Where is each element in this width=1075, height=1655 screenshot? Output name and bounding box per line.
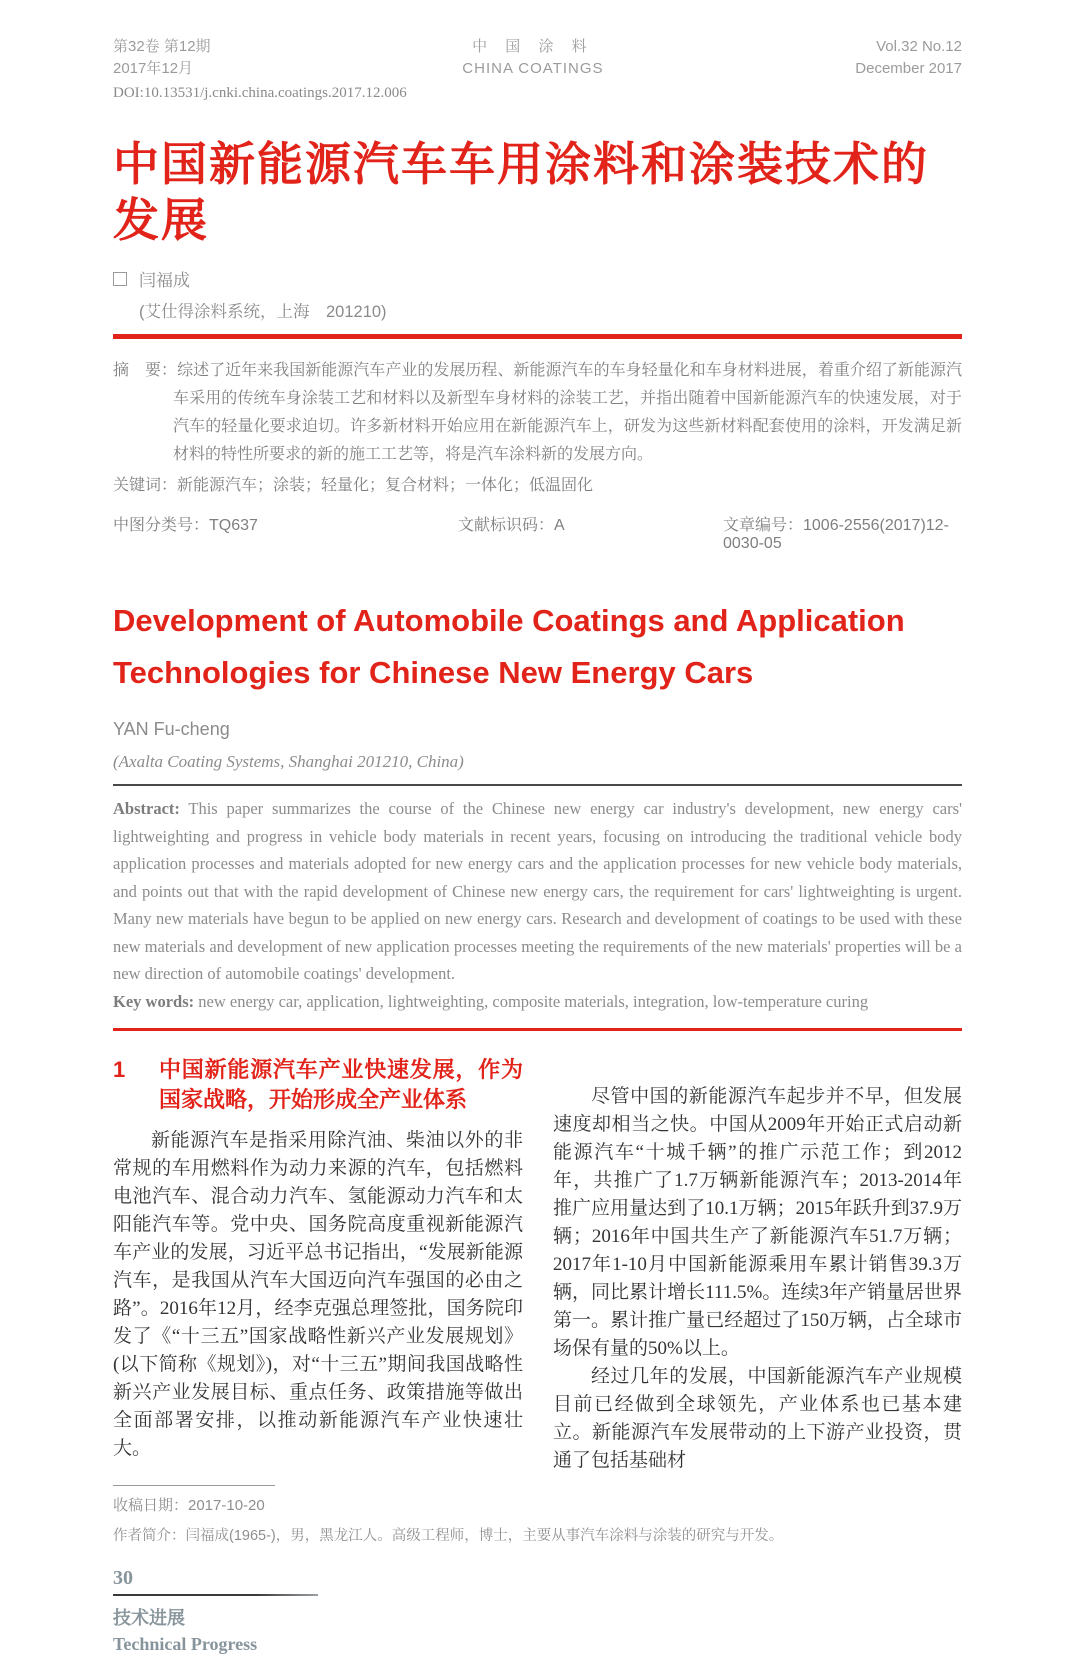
keywords-en-label: Key words:	[113, 991, 195, 1011]
abstract-en	[113, 795, 962, 988]
page-footer	[113, 1567, 962, 1655]
abstract-en-text: This paper summarizes the course of the Chinese new energy car industry's development, new energy cars' lightweighting and progress in vehicle body materials in recent years, focusing on introducing the traditional vehicle body application processes and materials adopted for new energy cars and the application processes for new vehicle body materials, and points out that with the rapid development of Chinese new energy cars, the requirement for cars' lightweighting is urgent. Many new materials have begun to be applied on new energy cars. Research and development of coatings to be used with these new materials and development of new application processes meeting the requirements of the new materials' properties will be a new direction of automobile coatings' development.	[113, 799, 962, 984]
keywords-en	[113, 988, 962, 1016]
keywords-cn-label: 关键词：	[113, 477, 178, 495]
abstract-en-label: Abstract:	[113, 799, 180, 819]
journal-header-center	[462, 36, 603, 80]
dark-divider	[113, 784, 962, 786]
journal-header-left	[113, 36, 211, 80]
author-name-cn: 闫福成	[139, 271, 190, 291]
section-1-heading	[113, 1055, 523, 1115]
abstract-cn	[113, 357, 962, 469]
author-square-icon	[113, 272, 127, 286]
keywords-en-text: new energy car, application, lightweighting, composite materials, integration, low-temperature curing	[194, 991, 869, 1011]
date-cn: 2017年12月	[113, 60, 194, 77]
journal-name-en: CHINA COATINGS	[462, 60, 604, 77]
right-column	[553, 1055, 962, 1475]
red-divider-thin	[113, 1028, 962, 1031]
journal-name-cn: 中 国 涂 料	[472, 38, 594, 55]
date-en: December 2017	[855, 60, 962, 77]
author-row	[113, 266, 962, 291]
clc-number: 中图分类号：TQ637	[113, 517, 258, 535]
classification-row	[113, 512, 962, 553]
keywords-cn-text: 新能源汽车；涂装；轻量化；复合材料；一体化；低温固化	[177, 477, 594, 495]
footnote-divider	[113, 1485, 275, 1486]
section-1-title: 中国新能源汽车产业快速发展，作为国家战略，开始形成全产业体系	[159, 1057, 523, 1113]
author-name-en: YAN Fu-cheng	[113, 719, 230, 740]
article-id: 文章编号：1006-2556(2017)12-0030-05	[723, 517, 949, 553]
article-title-en: Development of Automobile Coatings and Application Technologies for Chinese New Energy Cars	[113, 603, 905, 691]
right-paragraph-2: 经过几年的发展，中国新能源汽车产业规模目前已经做到全球领先，产业体系也已基本建立。新能源汽车发展带动的上下游产业投资，贯通了包括基础材	[553, 1366, 962, 1472]
left-paragraph-1: 新能源汽车是指采用除汽油、柴油以外的非常规的车用燃料作为动力来源的汽车，包括燃料电池汽车、混合动力汽车、氢能源动力汽车和太阳能汽车等。党中央、国务院高度重视新能源汽车产业的发展，习近平总书记指出，“发展新能源汽车，是我国从汽车大国迈向汽车强国的必由之路”。2016年12月，经李克强总理签批，国务院印发了《“十三五”国家战略性新兴产业发展规划》(以下简称《规划》)，对“十三五”期间我国战略性新兴产业发展目标、重点任务、政策措施等做出全面部署安排，以推动新能源汽车产业快速壮大。	[113, 1130, 523, 1460]
abstract-cn-label: 摘 要：	[113, 362, 178, 380]
volume-issue-en: Vol.32 No.12	[876, 38, 962, 55]
keywords-cn	[113, 472, 962, 500]
affiliation-en: (Axalta Coating Systems, Shanghai 201210, China)	[113, 752, 464, 772]
volume-issue-cn: 第32卷 第12期	[113, 38, 211, 55]
abstract-cn-text: 综述了近年来我国新能源汽车产业的发展历程、新能源汽车的车身轻量化和车身材料进展，着重介绍了新能源汽车采用的传统车身涂装工艺和材料以及新型车身材料的涂装工艺，并指出随着中国新能源汽车的快速发展，对于汽车的轻量化要求迫切。许多新材料开始应用在新能源汽车上，研发为这些新材料配套使用的涂料，开发满足新材料的特性所要求的新的施工工艺等，将是汽车涂料新的发展方向。	[173, 362, 962, 464]
right-paragraph-1: 尽管中国的新能源汽车起步并不早，但发展速度却相当之快。中国从2009年开始正式启动新能源汽车“十城千辆”的推广示范工作；到2012年，共推广了1.7万辆新能源汽车；2013-2014年推广应用量达到了10.1万辆；2015年跃升到37.9万辆；2016年中国共生产了新能源汽车51.7万辆；2017年1-10月中国新能源乘用车累计销售39.3万辆，同比累计增长111.5%。连续3年产销量居世界第一。累计推广量已经超过了150万辆，占全球市场保有量的50%以上。	[553, 1086, 962, 1360]
received-date: 收稿日期：2017-10-20	[113, 1497, 265, 1515]
affiliation-cn: (艾仕得涂料系统，上海 201210)	[139, 303, 387, 322]
journal-header	[113, 36, 962, 80]
footnote	[113, 1485, 962, 1545]
left-column	[113, 1055, 523, 1475]
column-title-cn: 技术进展	[113, 1608, 185, 1629]
journal-header-right	[855, 36, 962, 80]
page-number: 30	[113, 1567, 133, 1590]
body-columns	[113, 1055, 962, 1475]
doi: DOI:10.13531/j.cnki.china.coatings.2017.12.006	[113, 85, 407, 101]
section-1-number: 1	[113, 1057, 126, 1083]
article-title-cn: 中国新能源汽车车用涂料和涂装技术的发展	[113, 138, 929, 247]
author-bio: 作者简介：闫福成(1965-)，男，黑龙江人。高级工程师，博士，主要从事汽车涂料与涂装的研究与开发。	[113, 1528, 784, 1545]
footer-divider	[113, 1594, 318, 1596]
document-code: 文献标识码：A	[458, 517, 565, 535]
red-divider-thick	[113, 334, 962, 339]
column-title-en: Technical Progress	[113, 1634, 258, 1655]
